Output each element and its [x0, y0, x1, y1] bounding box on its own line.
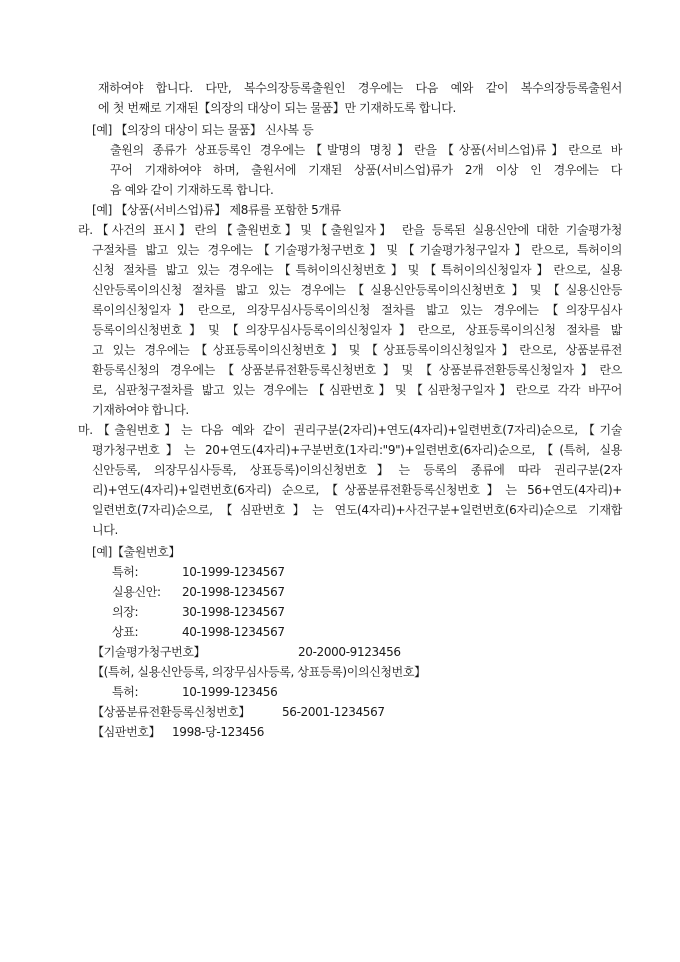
app-row-value: 20-1998-1234567	[182, 585, 285, 599]
item-ra-line-4: 신안등록이의신청 절차를 밟고 있는 경우에는【실용신안등록이의신청번호】및【실용신안등	[92, 283, 622, 297]
item-ra-line-6: 등록이의신청번호】및【의장무심사등록이의신청일자】란으로, 상표등록이의신청 절차를 밟	[92, 323, 622, 337]
example-1-body-1: 출원의 종류가 상표등록인 경우에는【발명의 명칭】란을【상품(서비스업)류】란으로 바	[110, 143, 622, 157]
class-conversion-label: 【상품분류전환등록신청번호】	[92, 705, 251, 719]
trial-label: 【심판번호】	[92, 725, 161, 739]
example-1-body-2: 꾸어 기재하여야 하며, 출원서에 기재된 상품(서비스업)류가 2개 이상 인 경우에는 다	[110, 163, 622, 177]
trial-value: 1998-당-123456	[172, 725, 265, 739]
item-ra-line-7: 고 있는 경우에는【상표등록이의신청번호】및【상표등록이의신청일자】란으로, 상품분류전	[92, 343, 622, 357]
item-ma-line-3: 신안등록, 의장무심사등록, 상표등록)이의신청번호】는 등록의 종류에 따라 권리구분(2자	[92, 463, 622, 477]
app-row-label: 의장:	[112, 605, 139, 619]
example-1-line: [예] 【의장의 대상이 되는 물품】 신사복 등	[92, 123, 314, 137]
item-ma-line-1: 마.【출원번호】는 다음 예와 같이 권리구분(2자리)+연도(4자리)+일련번호(7자리)순으로,【기술	[78, 423, 622, 437]
objection-heading: 【(특허, 실용신안등록, 의장무심사등록, 상표등록)이의신청번호】	[92, 665, 426, 679]
item-ra-line-3: 신청 절차를 밟고 있는 경우에는【특허이의신청번호】및【특허이의신청일자】란으로, 실용	[92, 263, 622, 277]
example-1-body-3: 음 예와 같이 기재하도록 합니다.	[110, 183, 274, 197]
item-ra-line-8: 환등록신청의 경우에는【상품분류전환등록신청번호】및【상품분류전환등록신청일자】란으	[92, 363, 622, 377]
item-ra-line-2: 구절차를 밟고 있는 경우에는【기술평가청구번호】및【기술평가청구일자】란으로, 특허이의	[92, 243, 622, 257]
app-row-label: 상표:	[112, 625, 139, 639]
tech-eval-label: 【기술평가청구번호】	[92, 645, 206, 659]
continuation-line-1: 재하여야 합니다. 다만, 복수의장등록출원인 경우에는 다음 예와 같이 복수의장등록출원서	[98, 81, 622, 95]
item-ra-line-9: 로, 심판청구절차를 밟고 있는 경우에는【심판번호】및【심판청구일자】란으로 각각 바꾸어	[92, 383, 622, 397]
examples-heading: [예]【출원번호】	[92, 545, 181, 559]
item-ma-line-6: 니다.	[92, 523, 118, 537]
item-ra-line-1: 라.【사건의 표시】란의【출원번호】및【출원일자】 란을 등록된 실용신안에 대한 기술평가청	[78, 223, 622, 237]
app-row-value: 40-1998-1234567	[182, 625, 285, 639]
class-conversion-value: 56-2001-1234567	[282, 705, 385, 719]
item-ma-line-5: 일련번호(7자리)순으로,【심판번호】는 연도(4자리)+사건구분+일련번호(6자리)순으로 기재합	[92, 503, 622, 517]
app-row-value: 10-1999-1234567	[182, 565, 285, 579]
tech-eval-value: 20-2000-9123456	[298, 645, 401, 659]
item-ma-line-2: 평가청구번호】는 20+연도(4자리)+구분번호(1자리:"9")+일련번호(6자리)순으로,【(특허, 실용	[92, 443, 622, 457]
item-ra-line-10: 기재하여야 합니다.	[92, 403, 189, 417]
item-ra-line-5: 록이의신청일자】란으로, 의장무심사등록이의신청 절차를 밟고 있는 경우에는【의장무심사	[92, 303, 622, 317]
objection-row-value: 10-1999-123456	[182, 685, 278, 699]
objection-row-label: 특허:	[112, 685, 139, 699]
app-row-label: 특허:	[112, 565, 139, 579]
example-2-line: [예] 【상품(서비스업)류】 제8류를 포함한 5개류	[92, 203, 341, 217]
app-row-label: 실용신안:	[112, 585, 161, 599]
continuation-line-2: 에 첫 번째로 기재된【의장의 대상이 되는 물품】만 기재하도록 합니다.	[98, 101, 457, 115]
item-ma-line-4: 리)+연도(4자리)+일련번호(6자리) 순으로,【상품분류전환등록신청번호】는 56+연도(4자리)+	[92, 483, 622, 497]
app-row-value: 30-1998-1234567	[182, 605, 285, 619]
